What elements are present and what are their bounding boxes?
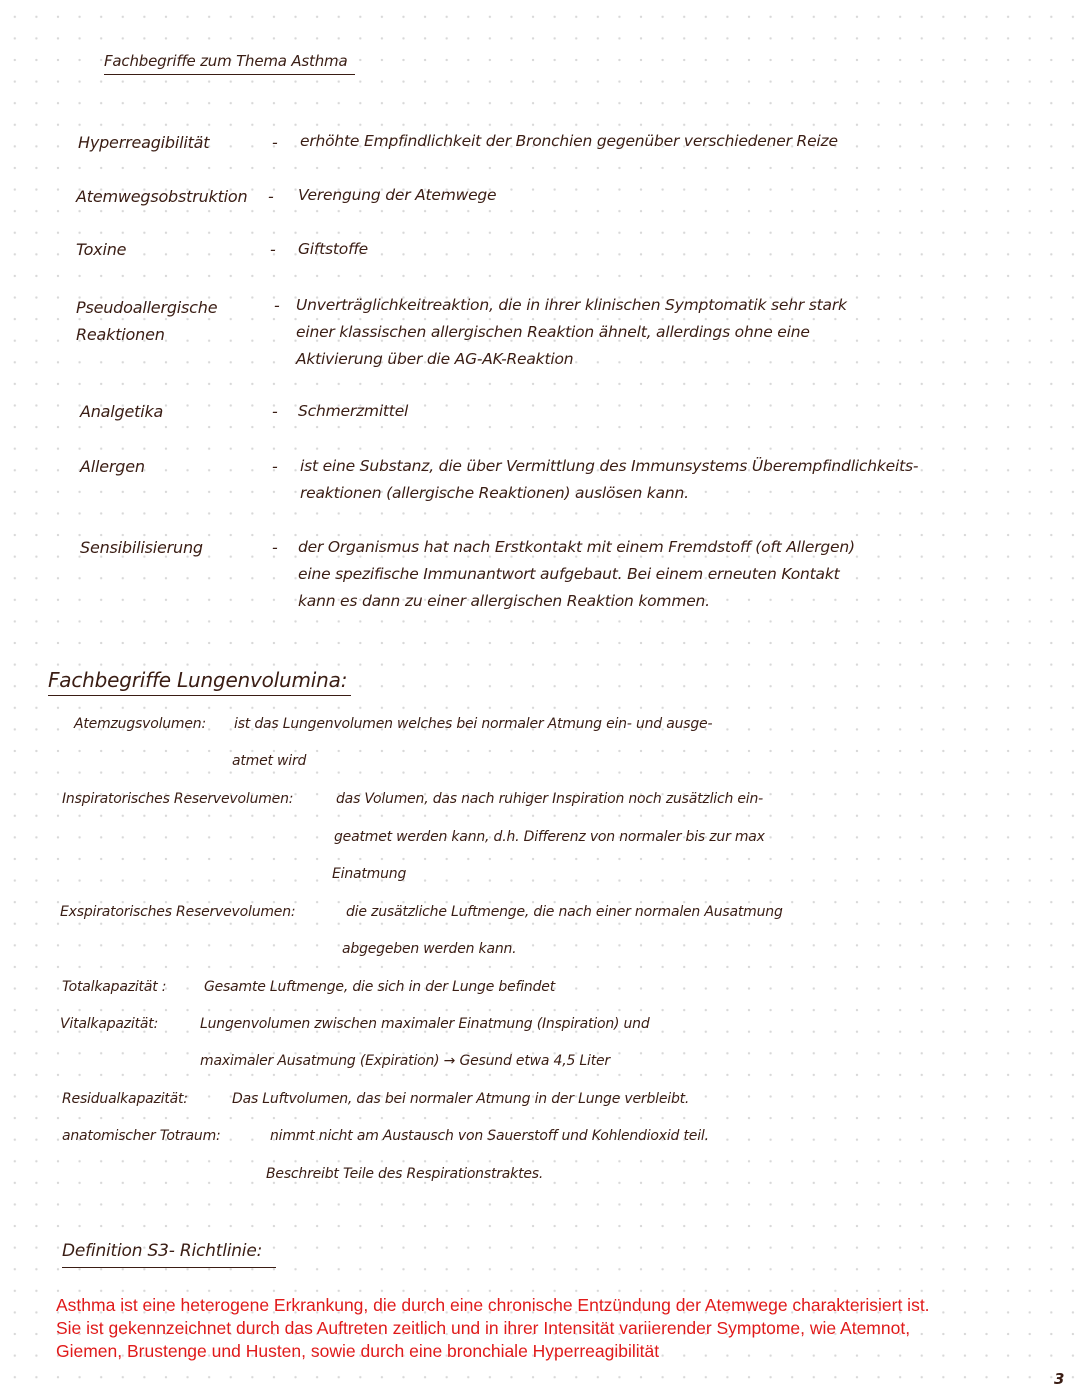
definition-allergen: ist eine Substanz, die über Vermittlung des Immunsystems Überempfindlichkeits- reaktionen (allergische Reaktionen) auslösen kann.	[300, 457, 919, 502]
dash: -	[272, 402, 278, 421]
residualkapazitaet-line-1: Das Luftvolumen, das bei normaler Atmung in der Lunge verbleibt.	[232, 1091, 690, 1107]
residualkapazitaet-term: Residualkapazität:	[62, 1091, 188, 1107]
asthma-heading: Fachbegriffe zum Thema Asthma	[104, 52, 355, 70]
exspiratorisches-line-1: die zusätzliche Luftmenge, die nach einer normalen Ausatmung	[346, 904, 783, 920]
inspiratorisches-line-3: Einatmung	[332, 866, 407, 882]
dash: -	[272, 133, 278, 152]
dash: -	[272, 538, 278, 557]
anatomischer-totraum-line-2: Beschreibt Teile des Respirationstraktes.	[266, 1166, 544, 1182]
definition-hyperreagibilitaet: erhöhte Empfindlichkeit der Bronchien gegenüber verschiedener Reize	[300, 132, 838, 150]
definition-sensibilisierung: der Organismus hat nach Erstkontakt mit einem Fremdstoff (oft Allergen) eine spezifische Immunantwort aufgebaut. Bei einem erneuten Kontakt kann es dann zu einer allergischen Reaktion kommen.	[298, 538, 855, 610]
term-sensibilisierung: Sensibilisierung	[80, 538, 203, 557]
atemzugsvolumen-line-2: atmet wird	[232, 753, 307, 769]
inspiratorisches-line-2: geatmet werden kann, d.h. Differenz von normaler bis zur max	[334, 829, 765, 845]
anatomischer-totraum-term: anatomischer Totraum:	[62, 1128, 221, 1144]
anatomischer-totraum-line-1: nimmt nicht am Austausch von Sauerstoff und Kohlendioxid teil.	[270, 1128, 709, 1144]
exspiratorisches-line-2: abgegeben werden kann.	[342, 941, 517, 957]
inspiratorisches-reservevolumen-term: Inspiratorisches Reservevolumen:	[62, 791, 294, 807]
totalkapazitaet-term: Totalkapazität :	[62, 979, 167, 995]
vitalkapazitaet-line-1: Lungenvolumen zwischen maximaler Einatmung (Inspiration) und	[200, 1016, 650, 1032]
page-number: 3	[1054, 1370, 1065, 1388]
s3-definition-heading: Definition S3- Richtlinie:	[62, 1241, 276, 1261]
term-atemwegsobstruktion: Atemwegsobstruktion	[76, 187, 248, 206]
term-hyperreagibilitaet: Hyperreagibilität	[78, 133, 210, 152]
dash: -	[274, 296, 280, 315]
exspiratorisches-reservevolumen-term: Exspiratorisches Reservevolumen:	[60, 904, 296, 920]
definition-atemwegsobstruktion: Verengung der Atemwege	[298, 186, 497, 204]
definition-pseudoallergische-reaktionen: Unverträglichkeitreaktion, die in ihrer klinischen Symptomatik sehr stark einer klassischen allergischen Reaktion ähnelt, allerdings ohne eine Aktivierung über die AG-AK-Reaktion	[296, 296, 847, 368]
term-toxine: Toxine	[76, 240, 127, 259]
atemzugsvolumen-line-1: ist das Lungenvolumen welches bei normaler Atmung ein- und ausge-	[234, 716, 713, 732]
vitalkapazitaet-term: Vitalkapazität:	[60, 1016, 159, 1032]
totalkapazitaet-line-1: Gesamte Luftmenge, die sich in der Lunge befindet	[204, 979, 555, 995]
dash: -	[272, 457, 278, 476]
s3-definition-text: Asthma ist eine heterogene Erkrankung, die durch eine chronische Entzündung der Atemwege charakterisiert ist. Sie ist gekennzeichnet durch das Auftreten zeitlich und in ihrer Intensität variierender Symptome, wie Atemnot, Giemen, Brustenge und Husten, sowie durch eine bronchiale Hyperreagibilität	[56, 1295, 930, 1361]
term-allergen: Allergen	[80, 457, 145, 476]
dash: -	[270, 240, 276, 259]
dash: -	[268, 187, 274, 206]
atemzugsvolumen-term: Atemzugsvolumen:	[74, 716, 206, 732]
vitalkapazitaet-line-2: maximaler Ausatmung (Expiration) → Gesund etwa 4,5 Liter	[200, 1053, 610, 1069]
inspiratorisches-line-1: das Volumen, das nach ruhiger Inspiration noch zusätzlich ein-	[336, 791, 763, 807]
definition-toxine: Giftstoffe	[298, 240, 368, 258]
definition-analgetika: Schmerzmittel	[298, 402, 409, 420]
term-pseudoallergische-reaktionen: Pseudoallergische Reaktionen	[76, 298, 218, 344]
term-analgetika: Analgetika	[80, 402, 164, 421]
lung-volumes-heading: Fachbegriffe Lungenvolumina:	[48, 668, 351, 692]
